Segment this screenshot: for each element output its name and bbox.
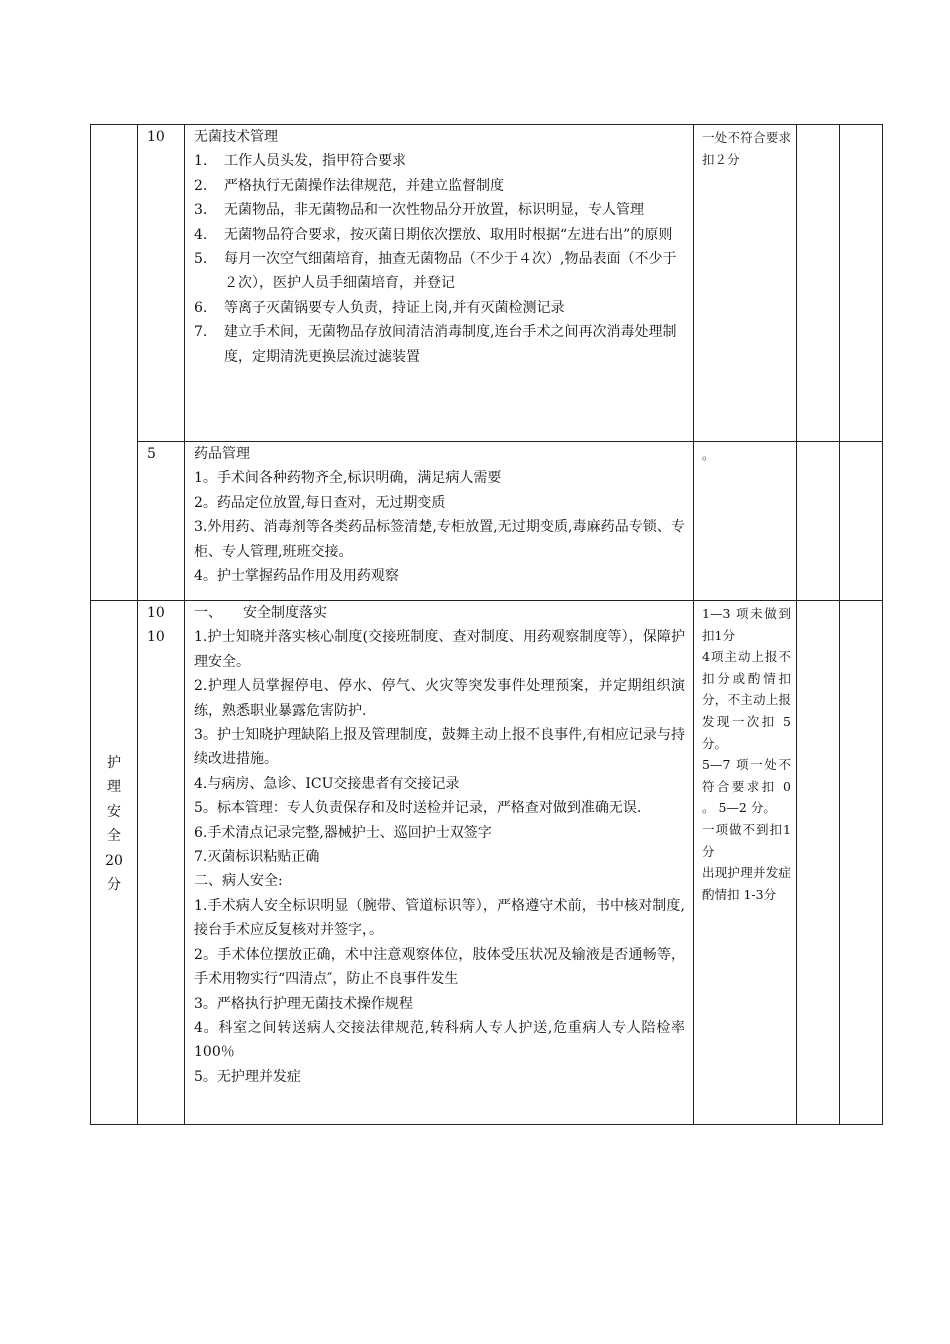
- score: 5: [147, 446, 156, 462]
- score: 10: [147, 629, 165, 646]
- table-row: [91, 125, 883, 442]
- score-cell: [138, 125, 185, 442]
- paragraph: 2。手术体位摆放正确，术中注意观察体位，肢体受压状况及输液是否通畅等，手术用物实行“四清点″，防止不良事件发生: [194, 946, 685, 988]
- paragraph: 5。标本管理：专人负责保存和及时送检并记录，严格查对做到准确无误.: [194, 800, 642, 817]
- deduction-cell: [694, 125, 797, 442]
- evaluation-table: [90, 124, 883, 1125]
- section-heading: 一、 安全制度落实: [194, 605, 327, 621]
- score: 10: [147, 605, 165, 621]
- blank-cell: [797, 601, 840, 1125]
- paragraph: 4。科室之间转送病人交接法律规范,转科病人专人护送,危重病人专人陪检率100％: [194, 1019, 685, 1061]
- list-item: 2. 严格执行无菌操作法律规范，并建立监督制度: [194, 177, 504, 194]
- deduction-text: 。: [702, 447, 715, 462]
- blank-cell: [797, 442, 840, 601]
- section-heading: 药品管理: [194, 446, 250, 462]
- paragraph: 3。严格执行护理无菌技术操作规程: [194, 995, 413, 1012]
- list-item: 7. 建立手术间，无菌物品存放间清洁消毒制度,连台手术之间再次消毒处理制度，定期清洗更换层流过滤装置: [194, 324, 677, 365]
- paragraph: 3.外用药、消毒剂等各类药品标签清楚,专柜放置,无过期变质,毒麻药品专锁、专柜、专人管理,班班交接。: [194, 519, 685, 560]
- deduction-text: 4项主动上报不扣分或酌情扣分，不主动上报发现一次扣 5 分。: [702, 649, 791, 751]
- section-heading: 无菌技术管理: [194, 129, 278, 145]
- content-cell: [185, 442, 694, 601]
- paragraph: 7.灭菌标识粘贴正确: [194, 849, 320, 866]
- deduction-text: 出现护理并发症酌情扣 1-3分: [702, 865, 791, 902]
- blank-cell: [840, 125, 883, 442]
- blank-cell: [797, 125, 840, 442]
- paragraph: 2.护理人员掌握停电、停水、停气、火灾等突发事件处理预案，并定期组织演练，熟悉职业暴露危害防护.: [194, 678, 685, 719]
- paragraph: 1.手术病人安全标识明显（腕带、管道标识等），严格遵守术前，书中核对制度,接台手术应反复核对并签字，。: [194, 897, 685, 939]
- table-row: [91, 442, 883, 601]
- paragraph: 4.与病房、急诊、ICU交接患者有交接记录: [194, 775, 460, 792]
- deduction-text: 5—7 项一处不符合要求扣 0 。 5—2 分。: [702, 757, 791, 816]
- list-item: 6. 等离子灭菌锅要专人负责，持证上岗,并有灭菌检测记录: [194, 299, 565, 316]
- paragraph: 1.护士知晓并落实核心制度(交接班制度、查对制度、用药观察制度等），保障护理安全。: [194, 629, 685, 670]
- paragraph: 2。药品定位放置,每日查对，无过期变质: [194, 494, 446, 511]
- paragraph: 4。护士掌握药品作用及用药观察: [194, 568, 399, 585]
- list-item: 5. 每月一次空气细菌培育，抽查无菌物品（不少于４次）,物品表面（不少于２次），医护人员手细菌培育，并登记: [194, 251, 677, 292]
- blank-cell: [840, 442, 883, 601]
- deduction-text: 1—3 项未做到扣1分: [702, 606, 791, 643]
- blank-cell: [840, 601, 883, 1125]
- paragraph: 5。无护理并发症: [194, 1068, 301, 1085]
- category-cell-empty: [91, 125, 138, 601]
- subsection-heading: 二、病人安全:: [194, 873, 283, 890]
- paragraph: 1。手术间各种药物齐全,标识明确，满足病人需要: [194, 470, 502, 487]
- score-cell: [138, 601, 185, 1125]
- list-item: 4. 无菌物品符合要求，按灭菌日期依次摆放、取用时根据“左进右出”的原则: [194, 226, 673, 243]
- deduction-cell: [694, 601, 797, 1125]
- deduction-cell: [694, 442, 797, 601]
- score: 10: [147, 129, 165, 145]
- table-row: [91, 601, 883, 1125]
- paragraph: 6.手术清点记录完整,器械护士、巡回护士双签字: [194, 824, 492, 841]
- list-item: 1. 工作人员头发，指甲符合要求: [194, 153, 406, 170]
- deduction-text: 一处不符合要求扣２分: [702, 130, 791, 167]
- list-item: 3. 无菌物品，非无菌物品和一次性物品分开放置，标识明显，专人管理: [194, 202, 644, 219]
- category-label: 护 理 安 全 20 分: [105, 755, 123, 894]
- deduction-text: 一项做不到扣1分: [702, 821, 791, 859]
- paragraph: 3。护士知晓护理缺陷上报及管理制度，鼓舞主动上报不良事件,有相应记录与持续改进措施。: [194, 727, 685, 768]
- content-cell: [185, 125, 694, 442]
- category-cell: [91, 601, 138, 1125]
- score-cell: [138, 442, 185, 601]
- content-cell: [185, 601, 694, 1125]
